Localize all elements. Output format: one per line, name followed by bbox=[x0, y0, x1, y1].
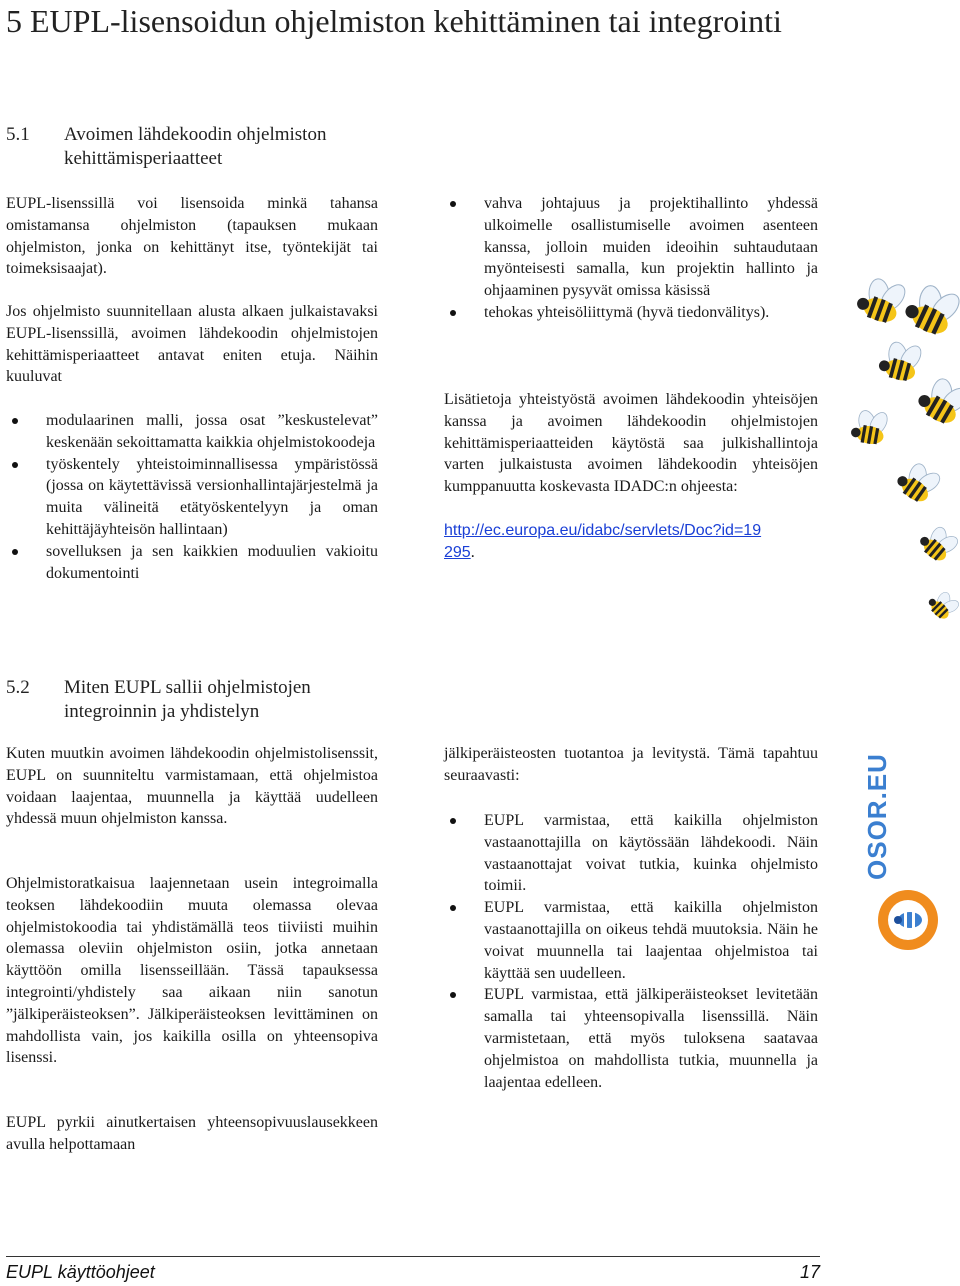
bees-illustration bbox=[820, 260, 960, 660]
bullet-list bbox=[444, 810, 818, 1093]
list-item: sovelluksen ja sen kaikkien moduulien vakioitu dokumentointi bbox=[6, 541, 378, 585]
section-title: Avoimen lähdekoodin ohjelmiston kehittämisperiaatteet bbox=[64, 124, 327, 169]
page-number: 17 bbox=[799, 1262, 820, 1282]
bee-icon bbox=[925, 586, 960, 624]
bullet-icon bbox=[450, 818, 456, 824]
list-item: EUPL varmistaa, että jälkiperäisteokset levitetään samalla tai yhteensopivalla lisenssillä. Näin varmistetaan, että myös tuloksena saatavaa ohjelmistoa on mahdollista tutkia, muunnella ja laajentaa edelleen. bbox=[444, 984, 818, 1093]
section-heading-5-2 bbox=[6, 676, 406, 726]
bee-icon bbox=[850, 406, 892, 447]
reference-link bbox=[444, 520, 824, 564]
idabc-link[interactable]: http://ec.europa.eu/idabc/servlets/Doc?id=19 bbox=[444, 522, 762, 539]
list-item: työskentely yhteistoiminnallisessa ympäristössä (jossa on käytettävissä versionhallintajärjestelmä ja muita välineitä etätyöskentelyyn ja oman kehittäjäyhteisön hallintaan) bbox=[6, 454, 378, 541]
bullet-icon bbox=[450, 201, 456, 207]
footer-doc-title: EUPL käyttöohjeet bbox=[6, 1262, 155, 1282]
bee-icon bbox=[916, 519, 960, 566]
link-period: . bbox=[470, 543, 475, 561]
list-item: EUPL varmistaa, että kaikilla ohjelmiston vastaanottajilla on oikeus tehdä muutoksia. Näin he voivat muunnella tai laajentaa ohjelmistoa tai käyttää sen uudelleen. bbox=[444, 897, 818, 984]
paragraph: Kuten muutkin avoimen lähdekoodin ohjelmistolisenssit, EUPL on suunniteltu varmistamaan, että ohjelmistoa voidaan laajentaa, muunnella ja käyttää uudelleen yhdessä muun ohjelmiston kanssa. bbox=[6, 745, 378, 828]
bullet-icon bbox=[450, 310, 456, 316]
paragraph: Jos ohjelmisto suunnitellaan alusta alkaen julkaistavaksi EUPL-lisenssillä, avoimen lähdekoodin ohjelmistojen kehittämisperiaatteet antavat eniten etuja. Näihin kuuluvat bbox=[6, 303, 378, 386]
bullet-list bbox=[6, 410, 378, 584]
bullet-icon bbox=[12, 418, 18, 424]
bullet-list bbox=[444, 193, 818, 324]
bullet-icon bbox=[12, 462, 18, 468]
section-heading-5-1 bbox=[6, 123, 406, 173]
bullet-icon bbox=[12, 549, 18, 555]
section-title: Miten EUPL sallii ohjelmistojen integroinnin ja yhdistelyn bbox=[64, 677, 311, 722]
paragraph: EUPL pyrkii ainutkertaisen yhteensopivuuslausekkeen avulla helpottamaan bbox=[6, 1114, 378, 1153]
paragraph: EUPL-lisenssillä voi lisensoida minkä tahansa omistamansa ohjelmiston (tapauksen mukaan ohjelmiston, jonka on kehittänyt itse, työntekijät tai toimeksisaajat). bbox=[6, 195, 378, 278]
section-number: 5.2 bbox=[6, 677, 30, 698]
bee-icon bbox=[893, 455, 946, 508]
bee-icon bbox=[914, 369, 960, 430]
section-number: 5.1 bbox=[6, 124, 30, 145]
bee-icon bbox=[901, 276, 960, 341]
list-item: modulaarinen malli, jossa osat ”keskustelevat” keskenään sekoittamatta kaikkia ohjelmistokoodeja bbox=[6, 410, 378, 454]
osor-logo bbox=[860, 753, 956, 980]
paragraph: Lisätietoja yhteistyöstä avoimen lähdekoodin yhteisöjen kanssa ja avoimen lähdekoodin ohjelmistojen kehittämisperiaatteiden käytöstä saa julkishallintoja varten julkaistusta avoimen lähdekoodin yhteisöjen kumppanuutta koskevasta IDADC:n ohjeesta: bbox=[444, 391, 818, 496]
bullet-icon bbox=[450, 905, 456, 911]
idabc-link-cont[interactable]: 295 bbox=[444, 543, 471, 561]
bee-icon bbox=[877, 336, 927, 385]
osor-logo-text: OSOR.EU bbox=[862, 753, 892, 880]
page-title: 5 EUPL-lisensoidun ohjelmiston kehittäminen tai integrointi bbox=[6, 3, 782, 39]
list-item: EUPL varmistaa, että kaikilla ohjelmiston vastaanottajilla on käytössään lähdekoodi. Näin vastaanottajat voivat tutkia, kuinka ohjelmisto toimii. bbox=[444, 810, 818, 897]
paragraph: jälkiperäisteosten tuotantoa ja levitystä. Tämä tapahtuu seuraavasti: bbox=[444, 745, 818, 784]
footer-divider bbox=[6, 1256, 820, 1257]
list-item: tehokas yhteisöliittymä (hyvä tiedonvälitys). bbox=[444, 302, 818, 324]
bullet-icon bbox=[450, 992, 456, 998]
bee-icon bbox=[854, 271, 912, 328]
paragraph: Ohjelmistoratkaisua laajennetaan usein integroimalla teoksen lähdekoodiin muuta olemassa olevaa ohjelmistokoodia tai yhdistämällä teos tiiviisti muihin olemassa oleviin ohjelmiston osiin, jotka annetaan käyttöön omilla lisensseillään. Tässä tapauksessa integrointi/yhdistely saa aikaan niin sanotun ”jälkiperäisteoksen”. Jälkiperäisteoksen levittäminen on mahdollista vain, jos kaikilla osilla on yhteensopiva lisenssi. bbox=[6, 875, 378, 1067]
list-item: vahva johtajuus ja projektihallinto yhdessä ulkoimelle osallistumiselle avoimen asenteen kanssa, jolloin muiden ideoihin suhtaudutaan myönteisesti samalla, kun projektin hallinto ja ohjaaminen pysyvät omissa käsissä bbox=[444, 193, 818, 302]
